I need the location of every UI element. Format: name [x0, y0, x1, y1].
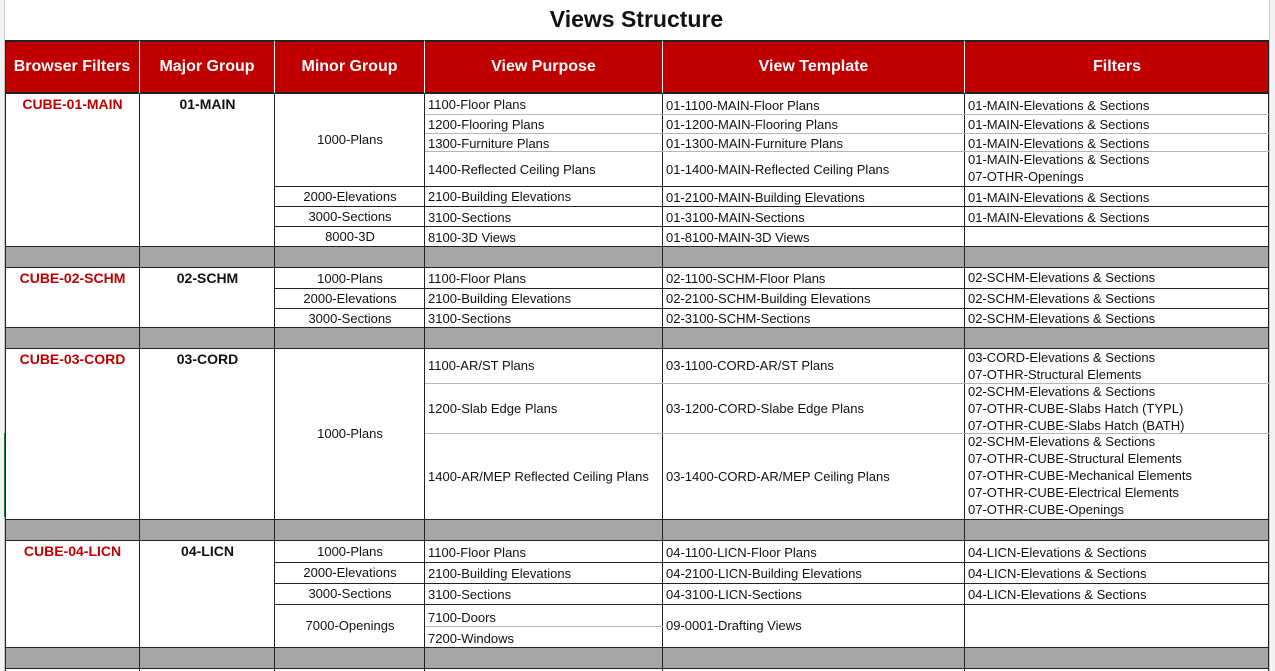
- view-purpose-cell[interactable]: 2100-Building Elevations: [428, 189, 572, 204]
- browser-filter-cell[interactable]: CUBE-02-SCHM: [19, 270, 126, 286]
- filters-cell[interactable]: 01-MAIN-Elevations & Sections: [968, 152, 1150, 167]
- filters-cell[interactable]: 01-MAIN-Elevations & Sections: [968, 136, 1150, 151]
- page-title: Views Structure: [549, 6, 724, 32]
- view-purpose-cell[interactable]: 3100-Sections: [428, 210, 512, 225]
- view-purpose-cell[interactable]: 1100-Floor Plans: [428, 271, 527, 286]
- view-template-cell[interactable]: 04-2100-LICN-Building Elevations: [666, 566, 862, 581]
- grid-line: [139, 94, 140, 671]
- view-template-cell[interactable]: 01-1400-MAIN-Reflected Ceiling Plans: [666, 162, 890, 177]
- minor-group-cell[interactable]: 3000-Sections: [308, 311, 392, 326]
- minor-group-cell[interactable]: 1000-Plans: [317, 426, 383, 441]
- view-template-cell[interactable]: 04-3100-LICN-Sections: [666, 587, 802, 602]
- header-view-template[interactable]: View Template: [663, 40, 965, 94]
- view-purpose-cell[interactable]: 1200-Flooring Plans: [428, 117, 545, 132]
- major-group-cell[interactable]: 03-CORD: [176, 351, 239, 367]
- row-divider: [275, 308, 1269, 309]
- filters-cell[interactable]: 02-SCHM-Elevations & Sections: [968, 434, 1156, 449]
- filters-cell[interactable]: 03-CORD-Elevations & Sections: [968, 350, 1156, 365]
- view-template-cell[interactable]: 02-1100-SCHM-Floor Plans: [666, 271, 826, 286]
- row-divider: [425, 114, 1269, 115]
- minor-group-cell[interactable]: 1000-Plans: [317, 271, 383, 286]
- view-template-cell[interactable]: 09-0001-Drafting Views: [666, 618, 802, 633]
- row-divider: [425, 433, 1269, 434]
- view-purpose-cell[interactable]: 2100-Building Elevations: [428, 566, 572, 581]
- minor-group-cell[interactable]: 3000-Sections: [308, 586, 392, 601]
- grid-line: [274, 94, 275, 671]
- row-divider: [275, 604, 1269, 605]
- row-divider: [275, 226, 1269, 227]
- filters-cell[interactable]: 01-MAIN-Elevations & Sections: [968, 210, 1150, 225]
- grid-line: [1268, 40, 1269, 671]
- filters-cell[interactable]: 01-MAIN-Elevations & Sections: [968, 117, 1150, 132]
- major-group-cell[interactable]: 02-SCHM: [176, 270, 239, 286]
- filters-cell[interactable]: 02-SCHM-Elevations & Sections: [968, 384, 1156, 399]
- group-separator-row[interactable]: [5, 327, 1269, 349]
- header-view-purpose[interactable]: View Purpose: [425, 40, 663, 94]
- view-purpose-cell[interactable]: 1100-AR/ST Plans: [428, 358, 535, 373]
- view-purpose-cell[interactable]: 3100-Sections: [428, 587, 512, 602]
- view-purpose-cell[interactable]: 7100-Doors: [428, 610, 496, 625]
- minor-group-cell[interactable]: 2000-Elevations: [303, 291, 397, 306]
- minor-group-cell[interactable]: 1000-Plans: [317, 132, 383, 147]
- view-purpose-cell[interactable]: 3100-Sections: [428, 311, 512, 326]
- row-divider: [425, 383, 1269, 384]
- row-divider: [425, 151, 1269, 152]
- row-divider: [275, 583, 1269, 584]
- browser-filter-cell[interactable]: CUBE-04-LICN: [23, 543, 122, 559]
- minor-group-cell[interactable]: 8000-3D: [325, 229, 375, 244]
- view-template-cell[interactable]: 01-3100-MAIN-Sections: [666, 210, 805, 225]
- row-divider: [425, 626, 663, 627]
- view-template-cell[interactable]: 03-1400-CORD-AR/MEP Ceiling Plans: [666, 469, 890, 484]
- view-purpose-cell[interactable]: 1200-Slab Edge Plans: [428, 401, 558, 416]
- view-template-cell[interactable]: 02-3100-SCHM-Sections: [666, 311, 811, 326]
- filters-cell[interactable]: 01-MAIN-Elevations & Sections: [968, 98, 1150, 113]
- view-template-cell[interactable]: 01-1200-MAIN-Flooring Plans: [666, 117, 838, 132]
- filters-cell[interactable]: 04-LICN-Elevations & Sections: [968, 587, 1147, 602]
- header-major-group[interactable]: Major Group: [140, 40, 275, 94]
- view-purpose-cell[interactable]: 8100-3D Views: [428, 230, 516, 245]
- view-purpose-cell[interactable]: 1400-Reflected Ceiling Plans: [428, 162, 596, 177]
- filters-cell[interactable]: 07-OTHR-Structural Elements: [968, 367, 1142, 382]
- view-template-cell[interactable]: 01-8100-MAIN-3D Views: [666, 230, 810, 245]
- major-group-cell[interactable]: 04-LICN: [181, 543, 234, 559]
- row-divider: [425, 133, 1269, 134]
- column-strip-right: [1269, 0, 1275, 671]
- browser-filter-cell[interactable]: CUBE-03-CORD: [19, 351, 126, 367]
- view-purpose-cell[interactable]: 1400-AR/MEP Reflected Ceiling Plans: [428, 469, 649, 484]
- view-template-cell[interactable]: 04-1100-LICN-Floor Plans: [666, 545, 817, 560]
- view-purpose-cell[interactable]: 7200-Windows: [428, 631, 514, 646]
- title-row[interactable]: [5, 0, 1268, 40]
- filters-cell[interactable]: 02-SCHM-Elevations & Sections: [968, 291, 1156, 306]
- minor-group-cell[interactable]: 1000-Plans: [317, 544, 383, 559]
- filters-cell[interactable]: 07-OTHR-CUBE-Slabs Hatch (TYPL): [968, 401, 1184, 416]
- view-purpose-cell[interactable]: 2100-Building Elevations: [428, 291, 572, 306]
- grid-line: [5, 40, 6, 94]
- minor-group-cell[interactable]: 2000-Elevations: [303, 189, 397, 204]
- filters-cell[interactable]: 04-LICN-Elevations & Sections: [968, 566, 1147, 581]
- minor-group-cell[interactable]: 2000-Elevations: [303, 565, 397, 580]
- filters-cell[interactable]: 07-OTHR-CUBE-Openings: [968, 502, 1125, 517]
- group-separator-row[interactable]: [5, 647, 1269, 669]
- view-purpose-cell[interactable]: 1300-Furniture Plans: [428, 136, 550, 151]
- header-filters[interactable]: Filters: [965, 40, 1269, 94]
- group-separator-row[interactable]: [5, 246, 1269, 268]
- view-template-cell[interactable]: 01-2100-MAIN-Building Elevations: [666, 190, 865, 205]
- filters-cell[interactable]: 07-OTHR-CUBE-Structural Elements: [968, 451, 1182, 466]
- filters-cell[interactable]: 07-OTHR-CUBE-Electrical Elements: [968, 485, 1179, 500]
- view-template-cell[interactable]: 03-1200-CORD-Slabe Edge Plans: [666, 401, 864, 416]
- minor-group-cell[interactable]: 7000-Openings: [305, 618, 395, 633]
- grid-line: [5, 94, 6, 671]
- filters-cell[interactable]: 02-SCHM-Elevations & Sections: [968, 311, 1156, 326]
- group-separator-row[interactable]: [5, 519, 1269, 541]
- view-purpose-cell[interactable]: 1100-Floor Plans: [428, 545, 527, 560]
- row-divider: [275, 288, 1269, 289]
- view-template-cell[interactable]: 01-1300-MAIN-Furniture Plans: [666, 136, 844, 151]
- browser-filter-cell[interactable]: CUBE-01-MAIN: [22, 96, 123, 112]
- view-template-cell[interactable]: 03-1100-CORD-AR/ST Plans: [666, 358, 834, 373]
- row-divider: [275, 186, 1269, 187]
- row-divider: [275, 206, 1269, 207]
- filters-cell[interactable]: 02-SCHM-Elevations & Sections: [968, 270, 1156, 285]
- major-group-cell[interactable]: 01-MAIN: [179, 96, 236, 112]
- view-template-cell[interactable]: 01-1100-MAIN-Floor Plans: [666, 98, 820, 113]
- view-template-cell[interactable]: 02-2100-SCHM-Building Elevations: [666, 291, 871, 306]
- view-purpose-cell[interactable]: 1100-Floor Plans: [428, 97, 527, 112]
- header-minor-group[interactable]: Minor Group: [275, 40, 425, 94]
- filters-cell[interactable]: 04-LICN-Elevations & Sections: [968, 545, 1147, 560]
- row-divider: [275, 562, 1269, 563]
- header-browser-filters[interactable]: Browser Filters: [5, 40, 140, 94]
- minor-group-cell[interactable]: 3000-Sections: [308, 209, 392, 224]
- filters-cell[interactable]: 07-OTHR-CUBE-Mechanical Elements: [968, 468, 1192, 483]
- filters-cell[interactable]: 07-OTHR-CUBE-Slabs Hatch (BATH): [968, 418, 1185, 433]
- filters-cell[interactable]: 01-MAIN-Elevations & Sections: [968, 190, 1150, 205]
- filters-cell[interactable]: 07-OTHR-Openings: [968, 169, 1084, 184]
